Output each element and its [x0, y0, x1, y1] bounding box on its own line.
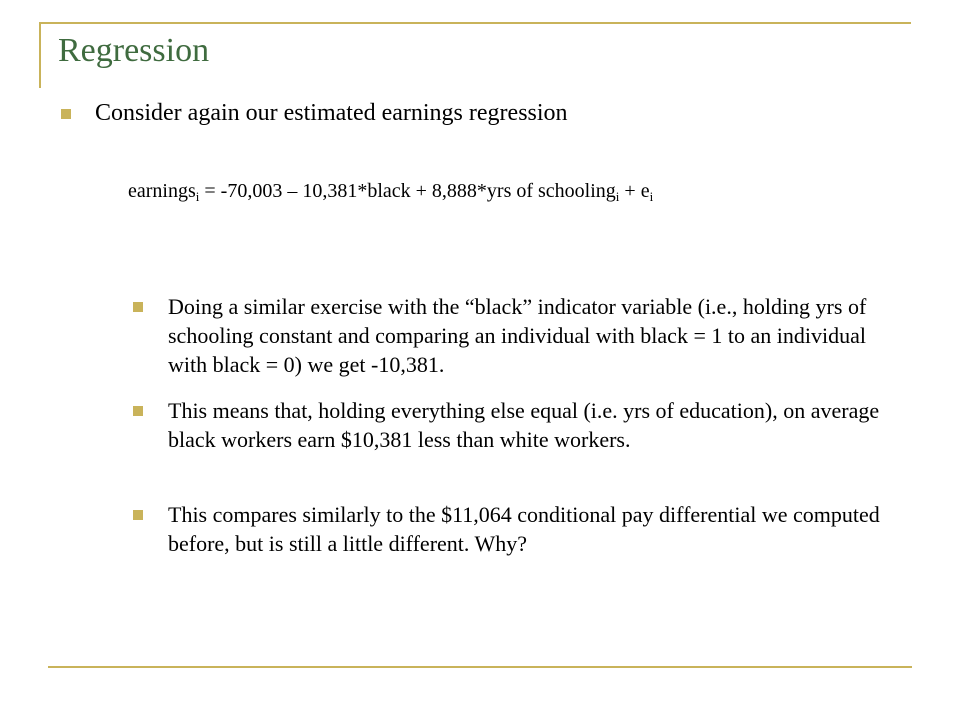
equation-part-1: earnings [128, 180, 196, 202]
equation-subscript-3: i [649, 189, 654, 204]
sub-bullet-1: Doing a similar exercise with the “black” indicator variable (i.e., holding yrs of schooling constant and comparing an individual with black = 1 to an individual with black = 0) we get -10,381. [168, 294, 867, 377]
slide-title: Regression [58, 32, 210, 69]
regression-equation [128, 178, 653, 204]
bullet-square-icon [133, 406, 143, 416]
equation-part-2: = -70,003 – 10,381*black + 8,888*yrs of schooling [199, 180, 616, 202]
bullet-square-icon [133, 510, 143, 520]
frame-top-rule [39, 22, 911, 24]
frame-bottom-rule [48, 666, 912, 668]
main-bullet-text: Consider again our estimated earnings regression [95, 100, 568, 126]
sub-bullet-3: This compares similarly to the $11,064 conditional pay differential we computed before, but is still a little different. Why? [168, 502, 880, 556]
frame-vertical-rule [39, 22, 41, 88]
equation-subscript-1: i [195, 189, 200, 204]
equation-part-3: + e [619, 180, 650, 202]
bullet-square-icon [61, 109, 71, 119]
sub-bullet-2: This means that, holding everything else equal (i.e. yrs of education), on average black workers earn $10,381 less than white workers. [168, 398, 880, 452]
equation-subscript-2: i [615, 189, 620, 204]
bullet-square-icon [133, 302, 143, 312]
